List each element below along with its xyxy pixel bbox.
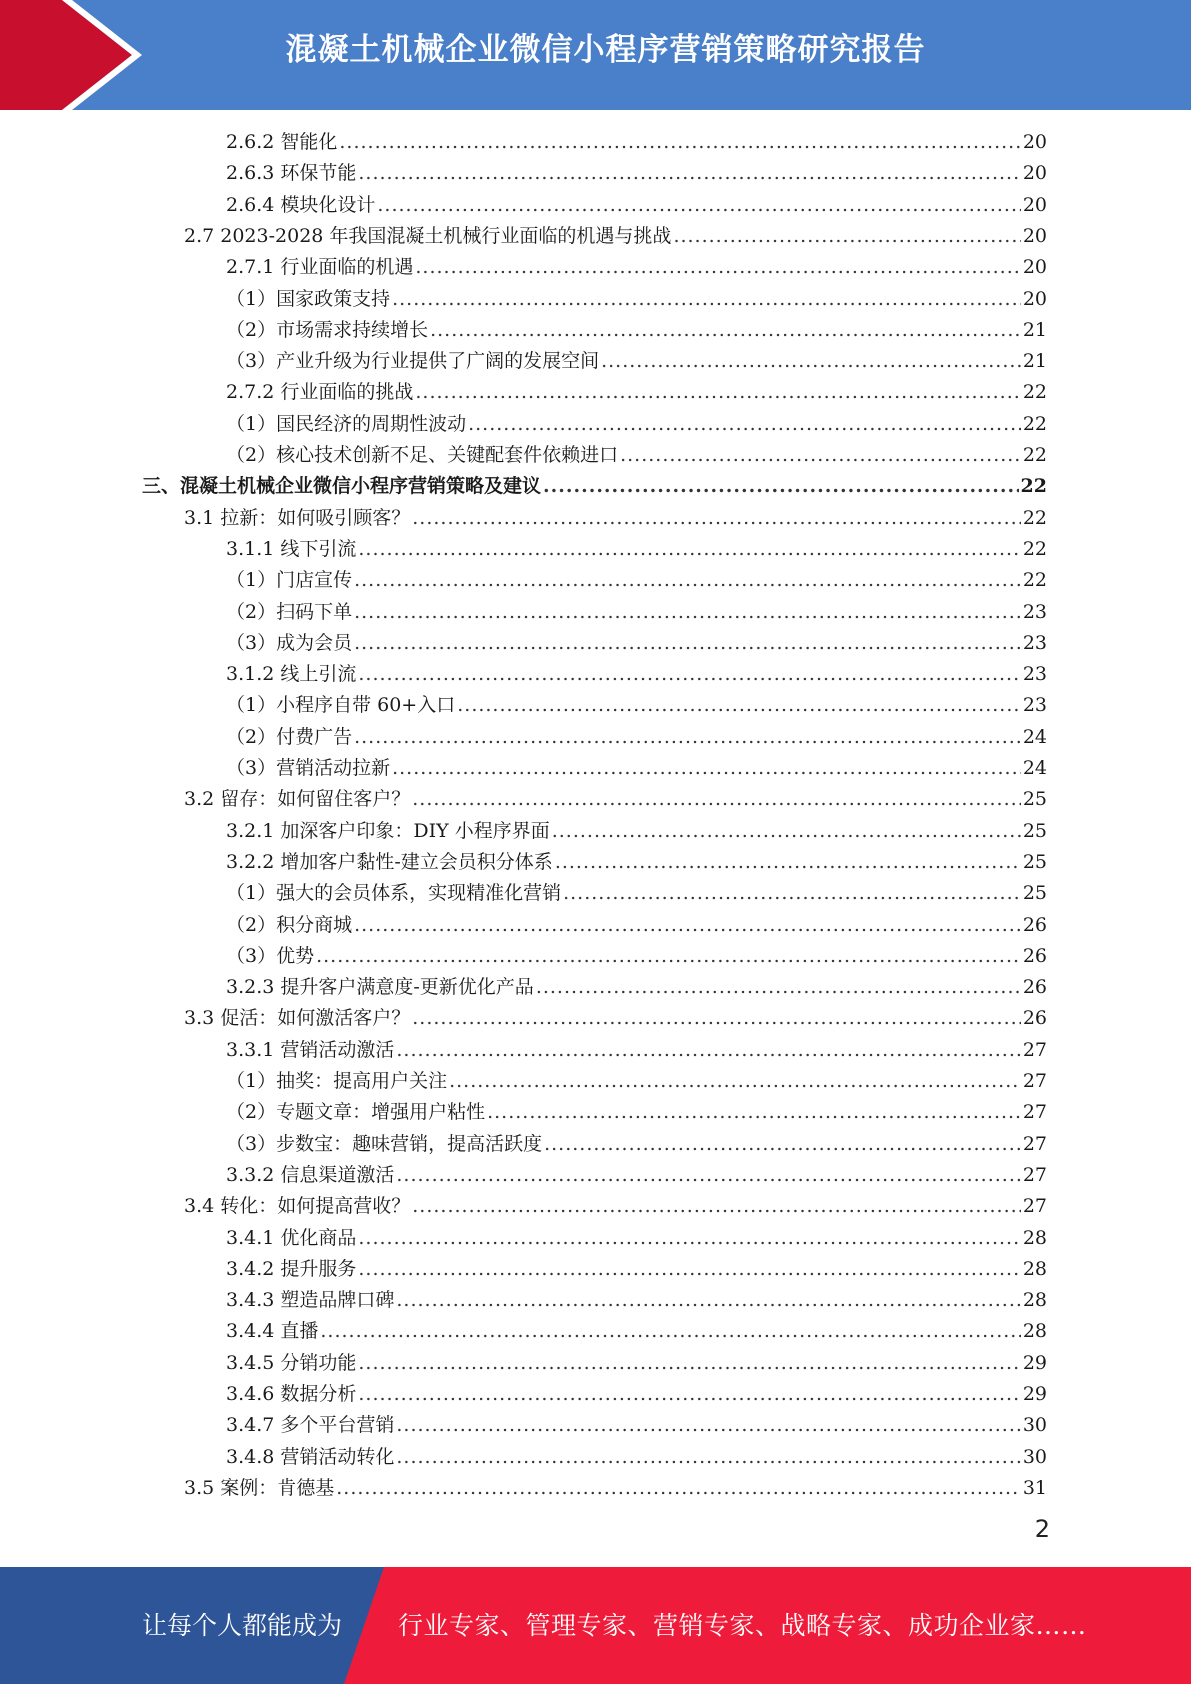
toc-dot-leader — [358, 158, 1020, 189]
toc-entry-page: 23 — [1022, 663, 1047, 686]
toc-entry-title: 3.2.3 提升客户满意度-更新优化产品 — [226, 976, 534, 999]
toc-entry-page: 29 — [1022, 1383, 1047, 1405]
toc-entry-title: （3）成为会员 — [226, 631, 353, 654]
toc-dot-leader — [563, 878, 1021, 909]
page-footer — [0, 1567, 1191, 1684]
toc-entry-page: 22 — [1022, 381, 1047, 404]
toc-dot-leader — [358, 1254, 1020, 1285]
toc-entry-page: 27 — [1022, 1163, 1047, 1186]
toc-entry-page: 27 — [1022, 1070, 1047, 1092]
toc-dot-leader — [673, 221, 1020, 252]
toc-dot-leader — [396, 1410, 1020, 1441]
toc-entry-page: 24 — [1022, 725, 1047, 748]
toc-dot-leader — [354, 910, 1021, 941]
toc-entry-title: 3.1.1 线下引流 — [226, 537, 357, 560]
toc-entry-title: （3）优势 — [226, 944, 315, 967]
toc-dot-leader — [544, 1129, 1021, 1160]
toc-dot-leader — [339, 127, 1020, 158]
toc-entry-title: （3）步数宝：趣味营销，提高活跃度 — [226, 1132, 543, 1155]
toc-dot-leader — [620, 440, 1021, 471]
toc-dot-leader — [358, 534, 1020, 565]
toc-dot-leader — [396, 1035, 1020, 1066]
toc-entry-title: 3.4.5 分销功能 — [226, 1351, 357, 1374]
toc-entry-page: 22 — [1022, 506, 1047, 529]
toc-entry[interactable] — [226, 1129, 1047, 1160]
toc-entry[interactable] — [226, 1316, 1047, 1347]
toc-dot-leader — [392, 753, 1021, 784]
toc-dot-leader — [536, 972, 1021, 1003]
toc-dot-leader — [354, 597, 1021, 628]
toc-dot-leader — [354, 565, 1021, 596]
toc-entry-title: 3.2 留存：如何留住客户？ — [184, 788, 411, 811]
toc-entry-page: 20 — [1022, 287, 1047, 310]
toc-entry-title: 2.6.4 模块化设计 — [226, 193, 376, 216]
toc-entry[interactable] — [226, 847, 1047, 878]
toc-entry[interactable] — [226, 409, 1047, 440]
toc-entry-page: 26 — [1022, 944, 1047, 967]
report-title: 混凝土机械企业微信小程序营销策略研究报告 — [285, 32, 926, 68]
toc-entry[interactable] — [226, 190, 1047, 221]
toc-entry-page: 25 — [1022, 882, 1047, 905]
toc-dot-leader — [487, 1097, 1021, 1128]
toc-entry[interactable] — [226, 1097, 1047, 1128]
toc-dot-leader — [552, 816, 1021, 847]
toc-entry[interactable] — [226, 440, 1047, 471]
toc-entry-page: 26 — [1022, 976, 1047, 999]
toc-entry-title: 3.4.3 塑造品牌口碑 — [226, 1289, 395, 1312]
toc-dot-leader — [543, 471, 1019, 502]
toc-entry-page: 25 — [1022, 850, 1047, 873]
toc-entry-page: 20 — [1022, 162, 1047, 185]
toc-entry-page: 29 — [1022, 1351, 1047, 1374]
toc-entry-title: 3.5 案例：肯德基 — [184, 1476, 335, 1499]
toc-entry-page: 27 — [1022, 1038, 1047, 1061]
toc-entry-page: 28 — [1022, 1320, 1047, 1343]
toc-entry-page: 28 — [1022, 1289, 1047, 1312]
toc-entry[interactable] — [226, 1348, 1047, 1379]
toc-entry[interactable] — [226, 127, 1047, 158]
toc-dot-leader — [392, 284, 1021, 315]
toc-entry[interactable] — [226, 1035, 1047, 1066]
toc-dot-leader — [396, 1160, 1020, 1191]
toc-entry[interactable] — [226, 252, 1047, 283]
toc-entry-title: 3.4.4 直播 — [226, 1320, 319, 1343]
footer-slogan-right: 行业专家、管理专家、营销专家、战略专家、成功企业家…… — [398, 1611, 1087, 1640]
toc-entry-title: 3.3.1 营销活动激活 — [226, 1038, 395, 1061]
toc-entry-page: 22 — [1022, 569, 1047, 592]
toc-entry[interactable] — [226, 1254, 1047, 1285]
toc-entry-page: 30 — [1022, 1445, 1047, 1468]
toc-entry[interactable] — [226, 315, 1047, 346]
toc-entry-title: 2.7.2 行业面临的挑战 — [226, 381, 414, 404]
toc-entry[interactable] — [226, 628, 1047, 659]
toc-dot-leader — [412, 784, 1021, 815]
toc-entry[interactable] — [226, 597, 1047, 628]
toc-entry-title: （2）扫码下单 — [226, 600, 353, 623]
toc-entry-page: 25 — [1022, 788, 1047, 811]
toc-entry-page: 21 — [1022, 350, 1047, 373]
toc-entry-title: （2）市场需求持续增长 — [226, 318, 429, 341]
toc-entry[interactable] — [184, 1191, 1047, 1222]
toc-entry[interactable] — [226, 659, 1047, 690]
toc-entry-page: 25 — [1022, 819, 1047, 842]
toc-entry[interactable] — [226, 1160, 1047, 1191]
toc-entry[interactable] — [142, 471, 1047, 502]
toc-entry-page: 23 — [1022, 694, 1047, 717]
toc-dot-leader — [555, 847, 1021, 878]
toc-entry-page: 22 — [1022, 412, 1047, 435]
toc-entry-title: （1）国家政策支持 — [226, 287, 391, 310]
toc-dot-leader — [601, 346, 1021, 377]
toc-entry-title: 2.7.1 行业面临的机遇 — [226, 256, 414, 279]
toc-entry-page: 23 — [1022, 631, 1047, 654]
toc-dot-leader — [396, 1442, 1020, 1473]
toc-entry[interactable] — [226, 910, 1047, 941]
toc-entry[interactable] — [184, 1003, 1047, 1034]
toc-entry[interactable] — [226, 816, 1047, 847]
toc-entry[interactable] — [226, 534, 1047, 565]
toc-entry-page: 27 — [1022, 1132, 1047, 1155]
toc-dot-leader — [316, 941, 1021, 972]
toc-entry[interactable] — [226, 1442, 1047, 1473]
toc-dot-leader — [430, 315, 1021, 346]
toc-entry-title: 3.4.7 多个平台营销 — [226, 1414, 395, 1437]
toc-entry-title: 3.4.6 数据分析 — [226, 1383, 357, 1405]
toc-entry-title: 2.7 2023-2028 年我国混凝土机械行业面临的机遇与挑战 — [184, 224, 672, 247]
toc-dot-leader — [468, 409, 1021, 440]
toc-dot-leader — [457, 690, 1021, 721]
toc-entry[interactable] — [226, 1066, 1047, 1097]
toc-entry-title: 3.4.2 提升服务 — [226, 1257, 357, 1280]
toc-entry-title: 3.1 拉新：如何吸引顾客？ — [184, 506, 411, 529]
toc-entry[interactable] — [226, 878, 1047, 909]
toc-entry-title: 3.3 促活：如何激活客户？ — [184, 1007, 411, 1030]
toc-dot-leader — [358, 659, 1020, 690]
toc-dot-leader — [354, 722, 1021, 753]
toc-dot-leader — [320, 1316, 1020, 1347]
toc-dot-leader — [358, 1348, 1020, 1379]
toc-entry-page: 23 — [1022, 600, 1047, 623]
toc-entry[interactable] — [226, 1410, 1047, 1441]
toc-entry-title: （1）国民经济的周期性波动 — [226, 412, 467, 435]
toc-entry-title: 3.2.1 加深客户印象：DIY 小程序界面 — [226, 819, 550, 842]
toc-entry-page: 27 — [1022, 1101, 1047, 1124]
toc-entry-page: 27 — [1022, 1195, 1047, 1218]
toc-dot-leader — [354, 628, 1021, 659]
toc-entry[interactable] — [226, 753, 1047, 784]
toc-entry[interactable] — [184, 784, 1047, 815]
toc-entry-title: 三、混凝土机械企业微信小程序营销策略及建议 — [142, 475, 542, 498]
toc-entry[interactable] — [184, 503, 1047, 534]
toc-entry-page: 20 — [1022, 193, 1047, 216]
toc-entry-title: （2）核心技术创新不足、关键配套件依赖进口 — [226, 444, 619, 466]
toc-entry[interactable] — [184, 1473, 1047, 1504]
toc-entry-page: 20 — [1022, 224, 1047, 247]
toc-entry-page: 20 — [1022, 256, 1047, 279]
page-number: 2 — [1034, 1515, 1050, 1543]
toc-entry-title: （1）强大的会员体系，实现精准化营销 — [226, 882, 562, 905]
toc-entry[interactable] — [226, 1379, 1047, 1410]
toc-dot-leader — [358, 1223, 1020, 1254]
toc-entry-title: （2）付费广告 — [226, 725, 353, 748]
toc-entry-title: 3.4.8 营销活动转化 — [226, 1445, 395, 1468]
toc-entry[interactable] — [226, 158, 1047, 189]
toc-entry-page: 24 — [1022, 757, 1047, 779]
toc-entry-page: 26 — [1022, 913, 1047, 936]
toc-entry-page: 30 — [1022, 1414, 1047, 1437]
toc-entry-page: 22 — [1020, 475, 1047, 498]
toc-entry-title: 3.3.2 信息渠道激活 — [226, 1163, 395, 1186]
footer-slogan-left: 让每个人都能成为 — [142, 1611, 343, 1640]
toc-entry-title: 2.6.2 智能化 — [226, 131, 338, 153]
toc-entry-title: 3.4.1 优化商品 — [226, 1226, 357, 1249]
toc-entry-page: 22 — [1022, 444, 1047, 466]
toc-dot-leader — [358, 1379, 1020, 1410]
toc-entry-title: 2.6.3 环保节能 — [226, 162, 357, 185]
toc-dot-leader — [396, 1285, 1020, 1316]
toc-entry-title: （3）产业升级为行业提供了广阔的发展空间 — [226, 350, 600, 373]
toc-entry[interactable] — [226, 1223, 1047, 1254]
toc-dot-leader — [449, 1066, 1021, 1097]
toc-entry-title: 3.1.2 线上引流 — [226, 663, 357, 686]
toc-dot-leader — [336, 1473, 1021, 1504]
toc-entry-page: 28 — [1022, 1226, 1047, 1249]
toc-entry[interactable] — [226, 284, 1047, 315]
toc-entry[interactable] — [226, 690, 1047, 721]
toc-entry-title: （1）门店宣传 — [226, 569, 353, 592]
toc-entry-page: 31 — [1022, 1476, 1047, 1499]
toc-dot-leader — [377, 190, 1020, 221]
toc-entry[interactable] — [226, 1285, 1047, 1316]
toc-entry-title: （1）抽奖：提高用户关注 — [226, 1070, 448, 1092]
toc-entry-title: （1）小程序自带 60+入口 — [226, 694, 456, 717]
toc-entry-page: 28 — [1022, 1257, 1047, 1280]
toc-entry-page: 20 — [1022, 131, 1047, 153]
toc-entry[interactable] — [226, 377, 1047, 408]
toc-entry-title: 3.4 转化：如何提高营收？ — [184, 1195, 411, 1218]
toc-dot-leader — [415, 377, 1020, 408]
toc-entry-title: （2）专题文章：增强用户粘性 — [226, 1101, 486, 1124]
toc-entry-title: 3.2.2 增加客户黏性-建立会员积分体系 — [226, 850, 553, 873]
toc-entry[interactable] — [226, 722, 1047, 753]
toc-entry-page: 22 — [1022, 537, 1047, 560]
toc-entry[interactable] — [226, 565, 1047, 596]
toc-entry-title: （2）积分商城 — [226, 913, 353, 936]
toc-entry[interactable] — [226, 972, 1047, 1003]
toc-entry[interactable] — [226, 346, 1047, 377]
toc-dot-leader — [412, 1003, 1021, 1034]
toc-entry[interactable] — [184, 221, 1047, 252]
toc-entry-page: 21 — [1022, 318, 1047, 341]
page-header — [0, 0, 1191, 110]
toc-dot-leader — [415, 252, 1020, 283]
toc-dot-leader — [412, 503, 1021, 534]
toc-entry-title: （3）营销活动拉新 — [226, 757, 391, 779]
toc-dot-leader — [412, 1191, 1021, 1222]
toc-entry-page: 26 — [1022, 1007, 1047, 1030]
toc-entry[interactable] — [226, 941, 1047, 972]
